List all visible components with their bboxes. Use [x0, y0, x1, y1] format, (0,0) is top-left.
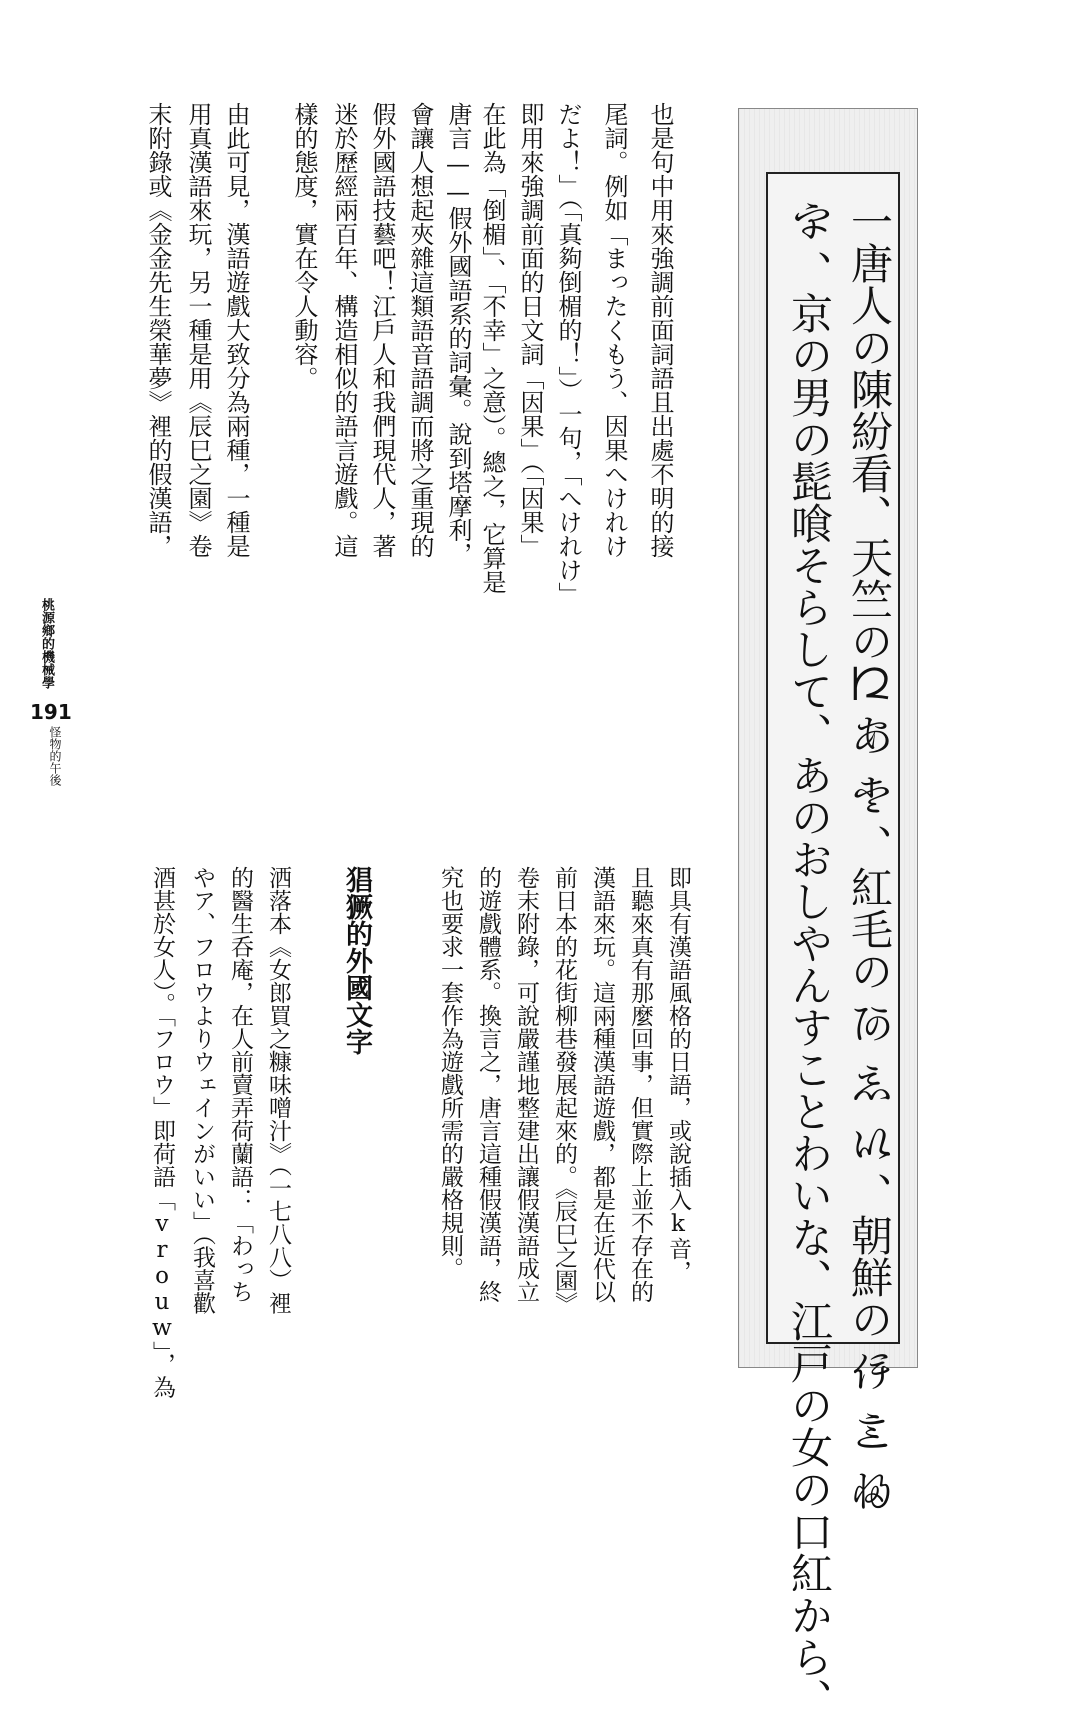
- upper-col-14: 末附錄或《金金先生榮華夢》裡的假漢語，: [144, 102, 172, 558]
- section-heading: 猖獗的外國文字: [341, 866, 372, 1055]
- lower-col-6: 的遊戲體系。換言之，唐言這種假漢語，終: [475, 866, 501, 1303]
- quote-line-2: 𛀊、京の男の髭喰そらして、あのおしやんすことわいな、江戸の女の口紅から、: [785, 190, 834, 1720]
- lower-col-7: 究也要求一套作為遊戲所需的嚴格規則。: [437, 866, 463, 1280]
- quote-line-1: 一唐人の陳紛看、天竺の𛀁𛀂𛀃、紅毛の𛀄𛀅𛀆、朝鮮の𛀇𛀈𛀉: [845, 200, 894, 1520]
- upper-col-3: だよ！」（「真夠倒楣的！」）一句，「へけれけ」: [554, 102, 582, 606]
- lower-col-11: 洒落本《女郎買之糠味噌汁》（一七八八）裡: [265, 866, 291, 1315]
- upper-col-1: 也是句中用來強調前面詞語且出處不明的接: [646, 102, 674, 558]
- lower-col-13: やア、フロウよりウェインがいい」（我喜歡: [189, 866, 215, 1315]
- upper-col-13: 用真漢語來玩，另一種是用《辰巳之園》卷: [184, 102, 212, 558]
- upper-col-9: 迷於歷經兩百年、構造相似的語言遊戲。這: [330, 102, 358, 558]
- running-head-book-title: 桃源鄉的機械學: [39, 598, 54, 689]
- upper-col-7: 會讓人想起夾雜這類語音語調而將之重現的: [406, 102, 434, 558]
- upper-col-4: 即用來強調前面的日文詞「因果」（「因果」: [516, 102, 544, 558]
- upper-col-10: 樣的態度，實在令人動容。: [290, 102, 318, 390]
- lower-col-4: 前日本的花街柳巷發展起來的。《辰巳之園》: [551, 866, 577, 1315]
- upper-col-6: 唐言——假外國語系的詞彙。說到塔摩利，: [444, 102, 472, 566]
- lower-col-14: 酒甚於女人）。「フロウ」即荷語「vrouw」，為: [149, 866, 175, 1399]
- page-number: 191: [30, 700, 72, 724]
- upper-col-2: 尾詞。例如「まったくもう、因果へけれけ: [600, 102, 628, 558]
- lower-col-5: 卷末附錄，可說嚴謹地整建出讓假漢語成立: [513, 866, 539, 1303]
- upper-col-8: 假外國語技藝吧！江戶人和我們現代人，著: [368, 102, 396, 558]
- upper-col-12: 由此可見，漢語遊戲大致分為兩種，一種是: [222, 102, 250, 558]
- lower-col-12: 的醫生呑庵，在人前賣弄荷蘭語：「わっち: [227, 866, 253, 1303]
- lower-col-1: 即具有漢語風格的日語，或說插入k音，: [665, 866, 691, 1283]
- upper-col-5: 在此為「倒楣」、「不幸」之意）。總之，它算是: [478, 102, 506, 594]
- lower-col-3: 漢語來玩。這兩種漢語遊戲，都是在近代以: [589, 866, 615, 1303]
- lower-col-2: 且聽來真有那麼回事，但實際上並不存在的: [627, 866, 653, 1303]
- running-head-chapter: 怪物的午後: [48, 726, 62, 786]
